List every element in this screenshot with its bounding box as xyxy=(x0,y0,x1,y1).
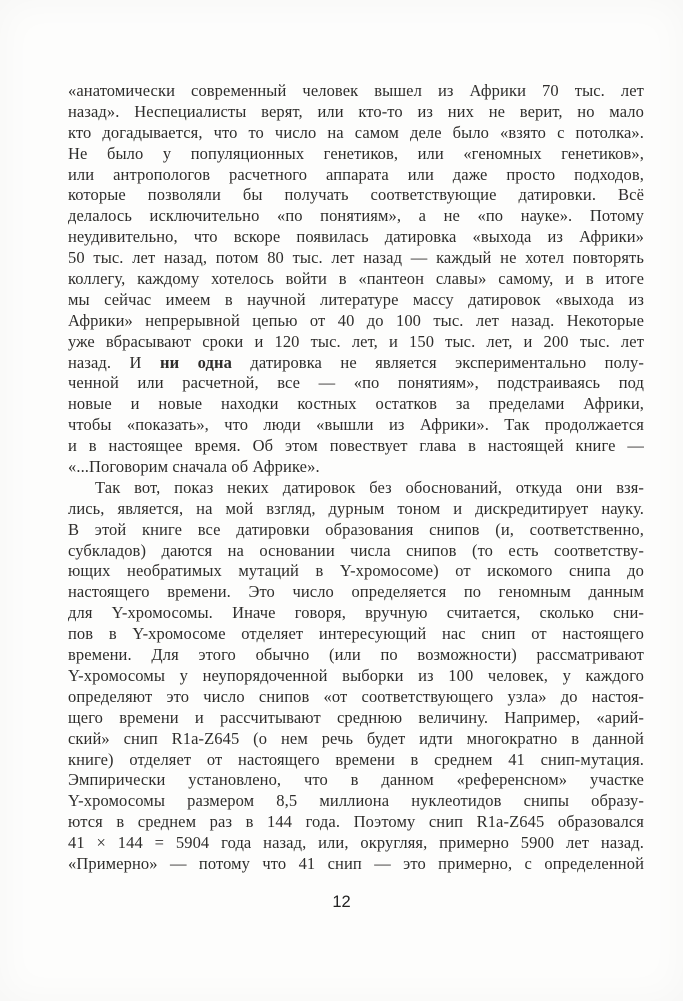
text-line: Y-хромосомы у неупорядоченной выборки из 100 человек, у каждого xyxy=(68,665,644,685)
text-line: 41 × 144 = 5904 года назад, или, округляя, примерно 5900 лет назад. xyxy=(68,833,644,853)
text-line: которые позволяли бы получать соответствующие датировки. Всё xyxy=(68,185,644,205)
text-line: щего времени и рассчитывают среднюю величину. Например, «арий- xyxy=(68,707,644,727)
text-line: Так вот, показ неких датировок без обоснований, откуда они взя- xyxy=(95,477,644,497)
text-line: неудивительно, что вскоре появилась датировка «выхода из Африки» xyxy=(68,227,644,247)
text-line: или антропологов расчетного аппарата или даже просто подходов, xyxy=(68,164,644,184)
text-line: новые и новые находки костных остатков за пределами Африки, xyxy=(68,394,644,414)
text-line: ются в среднем раз в 144 года. Поэтому снип R1a-Z645 образовался xyxy=(68,812,644,832)
text-line: «...Поговорим сначала об Африке». xyxy=(68,457,320,477)
text-line: времени. Для этого обычно (или по возможности) рассматривают xyxy=(68,645,644,665)
text-line: коллегу, каждому хотелось войти в «пантеон славы» самому, и в итоге xyxy=(68,269,644,289)
text-line: определяют это число снипов «от соответствующего узла» до настоя- xyxy=(68,686,644,706)
text-line: Африки» непрерывной цепью от 40 до 100 тыс. лет назад. Некоторые xyxy=(68,310,644,330)
text-line: книге) отделяет от настоящего времени в среднем 41 снип-мутация. xyxy=(68,749,644,769)
text-line: ченной или расчетной, все — «по понятиям», подстраиваясь под xyxy=(68,373,644,393)
text-line: Эмпирически установлено, что в данном «референсном» участке xyxy=(68,770,644,790)
text-line: назад». Неспециалисты верят, или кто-то из них не верит, но мало xyxy=(68,101,644,121)
text-line: ский» снип R1a-Z645 (о нем речь будет идти многократно в данной xyxy=(68,728,644,748)
page-number: 12 xyxy=(332,893,351,911)
text-line: Y-хромосомы размером 8,5 миллиона нуклеотидов снипы образу- xyxy=(68,791,644,811)
text-line: кто догадывается, что то число на самом деле было «взято с потолка». xyxy=(68,122,644,142)
paragraph xyxy=(68,478,644,875)
text-line: пов в Y-хромосоме отделяет интересующий нас снип от настоящего xyxy=(68,624,644,644)
text-line: настоящего времени. Это число определяется по геномным данным xyxy=(68,582,644,602)
text-line: лись, является, на мой взгляд, дурным тоном и дискредитирует науку. xyxy=(68,498,644,518)
text-line: субкладов) даются на основании числа снипов (то есть соответству- xyxy=(68,540,644,560)
text-line: «Примерно» — потому что 41 снип — это примерно, с определенной xyxy=(68,853,644,873)
paragraph xyxy=(68,81,644,478)
text-line: ющих необратимых мутаций в Y-хромосоме) от искомого снипа до xyxy=(68,561,644,581)
text-line: чтобы «показать», что люди «вышли из Африки». Так продолжается xyxy=(68,415,644,435)
text-line: назад. И ни одна датировка не является экспериментально полу- xyxy=(68,352,644,372)
text-line: Не было у популяционных генетиков, или «геномных генетиков», xyxy=(68,143,644,163)
text-line: 50 тыс. лет назад, потом 80 тыс. лет назад — каждый не хотел повторять xyxy=(68,248,644,268)
text-line: В этой книге все датировки образования снипов (и, соответственно, xyxy=(68,519,644,539)
text-line: «анатомически современный человек вышел из Африки 70 тыс. лет xyxy=(68,81,644,100)
text-line: и в настоящее время. Об этом повествует глава в настоящей книге — xyxy=(68,436,644,456)
text-line: мы сейчас имеем в научной литературе массу датировок «выхода из xyxy=(68,289,644,309)
text-block xyxy=(68,81,644,875)
text-line: делалось исключительно «по понятиям», а не «по науке». Потому xyxy=(68,206,644,226)
text-line: уже вбрасывают сроки и 120 тыс. лет, и 150 тыс. лет, и 200 тыс. лет xyxy=(68,331,644,351)
text-line: для Y-хромосомы. Иначе говоря, вручную считается, сколько сни- xyxy=(68,603,644,623)
